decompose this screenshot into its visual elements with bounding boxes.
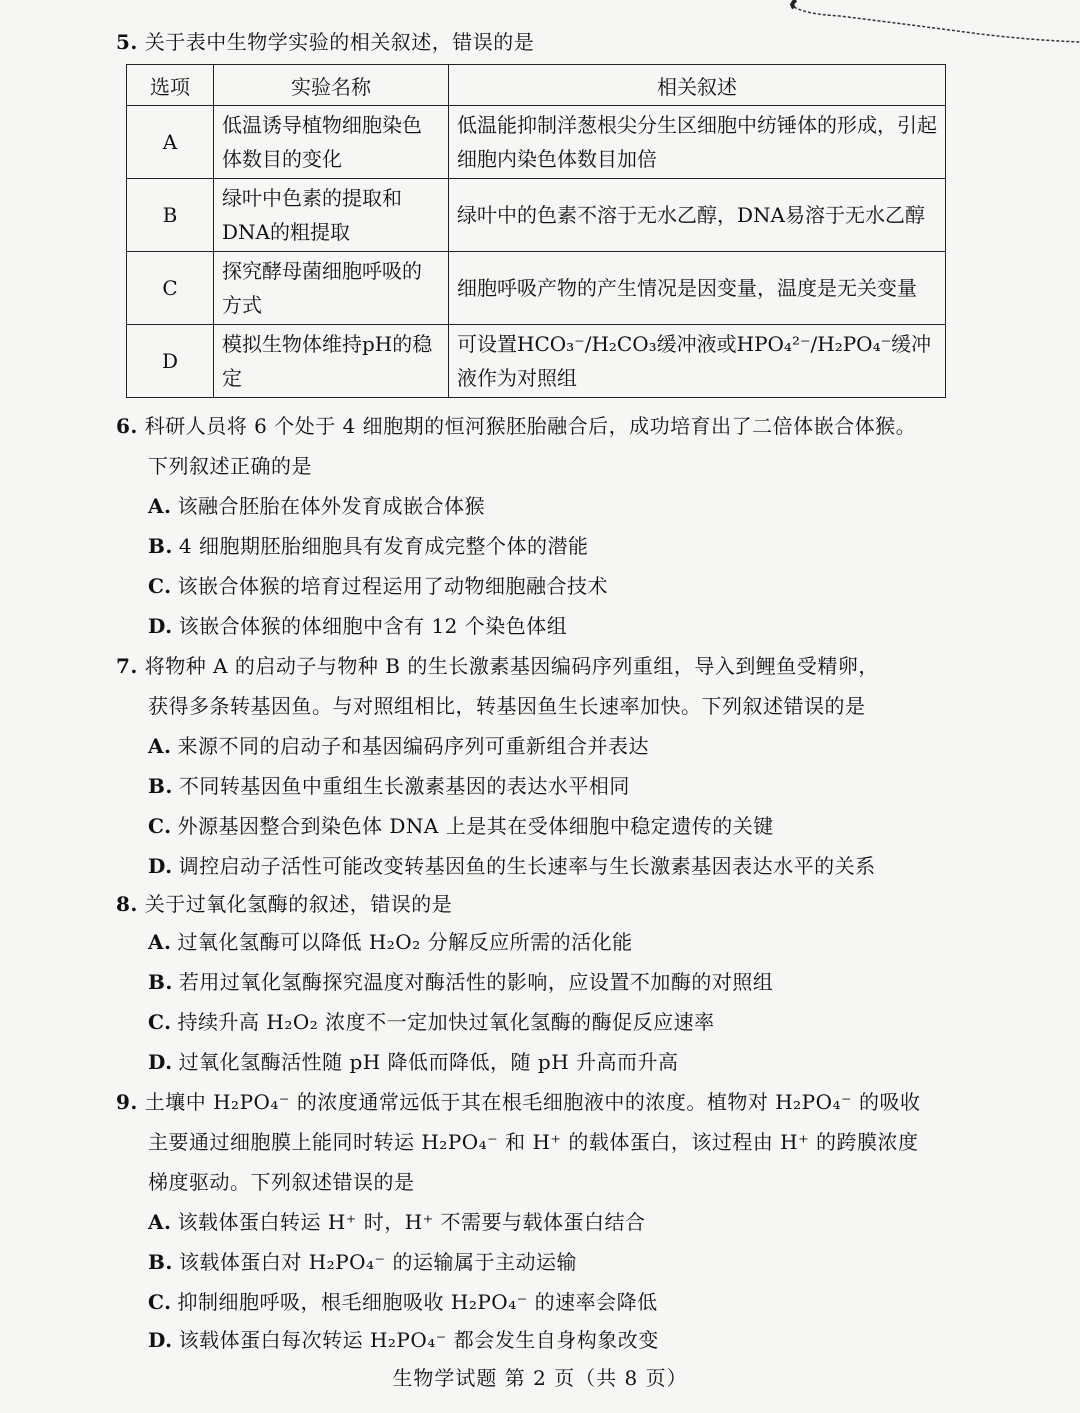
option-letter: A. <box>148 734 172 758</box>
question-7-number: 7. <box>116 654 138 678</box>
option-text: 持续升高 H₂O₂ 浓度不一定加快过氧化氢酶的酶促反应速率 <box>177 1010 715 1034</box>
option-text: 该载体蛋白转运 H⁺ 时，H⁺ 不需要与载体蛋白结合 <box>177 1210 646 1234</box>
scan-edge-curve <box>760 0 1080 60</box>
question-7-option-a <box>148 726 649 766</box>
question-9-option-b <box>148 1242 577 1282</box>
question-7-option-c <box>148 806 774 846</box>
table-header-row <box>127 65 946 106</box>
option-text: 不同转基因鱼中重组生长激素基因的表达水平相同 <box>178 774 630 798</box>
option-letter: A. <box>148 494 172 518</box>
table-cell-option: A <box>127 106 214 179</box>
table-header-option: 选项 <box>127 65 214 106</box>
option-text: 过氧化氢酶活性随 pH 降低而降低，随 pH 升高而升高 <box>178 1050 679 1074</box>
option-letter: C. <box>148 1290 172 1314</box>
table-header-experiment-name: 实验名称 <box>214 65 449 106</box>
question-6-option-a <box>148 486 485 526</box>
question-9-stem-line-3: 梯度驱动。下列叙述错误的是 <box>148 1170 415 1194</box>
table-cell-description: 低温能抑制洋葱根尖分生区细胞中纺锤体的形成，引起细胞内染色体数目加倍 <box>449 106 946 179</box>
option-text: 来源不同的启动子和基因编码序列可重新组合并表达 <box>177 734 649 758</box>
question-9-option-a <box>148 1202 646 1242</box>
option-letter: C. <box>148 1010 172 1034</box>
option-text: 若用过氧化氢酶探究温度对酶活性的影响，应设置不加酶的对照组 <box>178 970 774 994</box>
question-5-stem <box>116 22 534 62</box>
question-9-option-c <box>148 1282 658 1322</box>
experiment-table <box>126 64 946 398</box>
option-text: 该载体蛋白对 H₂PO₄⁻ 的运输属于主动运输 <box>178 1250 577 1274</box>
table-cell-description: 细胞呼吸产物的产生情况是因变量，温度是无关变量 <box>449 252 946 325</box>
table-cell-experiment-name: 低温诱导植物细胞染色体数目的变化 <box>214 106 449 179</box>
table-row <box>127 106 946 179</box>
table-cell-option: B <box>127 179 214 252</box>
option-text: 该嵌合体猴的体细胞中含有 12 个染色体组 <box>178 614 568 638</box>
option-letter: D. <box>148 854 173 878</box>
table-cell-description: 可设置HCO₃⁻/H₂CO₃缓冲液或HPO₄²⁻/H₂PO₄⁻缓冲液作为对照组 <box>449 325 946 398</box>
option-text: 该载体蛋白每次转运 H₂PO₄⁻ 都会发生自身构象改变 <box>178 1328 659 1352</box>
option-letter: A. <box>148 930 172 954</box>
table-row <box>127 179 946 252</box>
question-6-option-b <box>148 526 588 566</box>
table-cell-experiment-name: 模拟生物体维持pH的稳定 <box>214 325 449 398</box>
table-row <box>127 325 946 398</box>
table-cell-option: C <box>127 252 214 325</box>
option-text: 该融合胚胎在体外发育成嵌合体猴 <box>177 494 485 518</box>
question-9-stem-line-2: 主要通过细胞膜上能同时转运 H₂PO₄⁻ 和 H⁺ 的载体蛋白，该过程由 H⁺ 的跨膜浓度 <box>148 1130 919 1154</box>
table-cell-option: D <box>127 325 214 398</box>
option-letter: A. <box>148 1210 172 1234</box>
question-8-text: 关于过氧化氢酶的叙述，错误的是 <box>144 892 453 916</box>
question-9-stem-line-1 <box>116 1082 920 1122</box>
option-letter: B. <box>148 534 173 558</box>
option-letter: D. <box>148 1328 173 1352</box>
question-7-option-b <box>148 766 630 806</box>
question-9-number: 9. <box>116 1090 138 1114</box>
option-letter: D. <box>148 1050 173 1074</box>
table-row <box>127 252 946 325</box>
option-letter: C. <box>148 574 172 598</box>
page-footer: 生物学试题 第 2 页（共 8 页） <box>392 1366 688 1390</box>
table-cell-description: 绿叶中的色素不溶于无水乙醇，DNA易溶于无水乙醇 <box>449 179 946 252</box>
table-cell-experiment-name: 绿叶中色素的提取和DNA的粗提取 <box>214 179 449 252</box>
option-text: 该嵌合体猴的培育过程运用了动物细胞融合技术 <box>177 574 609 598</box>
question-8-stem <box>116 884 452 924</box>
question-8-option-c <box>148 1002 715 1042</box>
question-6-text-line-1: 科研人员将 6 个处于 4 细胞期的恒河猴胚胎融合后，成功培育出了二倍体嵌合体猴。 <box>144 414 917 438</box>
table-header-description: 相关叙述 <box>449 65 946 106</box>
question-7-stem-line-1 <box>116 646 879 686</box>
question-8-option-b <box>148 962 773 1002</box>
question-9-option-d <box>148 1320 659 1360</box>
question-6-stem-line-2: 下列叙述正确的是 <box>148 454 312 478</box>
question-6-number: 6. <box>116 414 138 438</box>
option-letter: D. <box>148 614 173 638</box>
question-8-option-a <box>148 922 633 962</box>
option-letter: C. <box>148 814 172 838</box>
question-7-text-line-1: 将物种 A 的启动子与物种 B 的生长激素基因编码序列重组，导入到鲤鱼受精卵， <box>144 654 879 678</box>
option-letter: B. <box>148 970 173 994</box>
question-6-option-d <box>148 606 567 646</box>
option-letter: B. <box>148 774 173 798</box>
question-7-stem-line-2: 获得多条转基因鱼。与对照组相比，转基因鱼生长速率加快。下列叙述错误的是 <box>148 694 866 718</box>
question-5-number: 5. <box>116 30 138 54</box>
option-text: 过氧化氢酶可以降低 H₂O₂ 分解反应所需的活化能 <box>177 930 633 954</box>
question-9-text-line-1: 土壤中 H₂PO₄⁻ 的浓度通常远低于其在根毛细胞液中的浓度。植物对 H₂PO₄⁻ 的吸收 <box>144 1090 921 1114</box>
option-text: 4 细胞期胚胎细胞具有发育成完整个体的潜能 <box>178 534 589 558</box>
question-8-option-d <box>148 1042 679 1082</box>
question-5-text: 关于表中生物学实验的相关叙述，错误的是 <box>144 30 535 54</box>
option-text: 外源基因整合到染色体 DNA 上是其在受体细胞中稳定遗传的关键 <box>177 814 774 838</box>
option-letter: B. <box>148 1250 173 1274</box>
question-7-option-d <box>148 846 876 886</box>
table-cell-experiment-name: 探究酵母菌细胞呼吸的方式 <box>214 252 449 325</box>
question-8-number: 8. <box>116 892 138 916</box>
option-text: 抑制细胞呼吸，根毛细胞吸收 H₂PO₄⁻ 的速率会降低 <box>177 1290 658 1314</box>
question-6-option-c <box>148 566 608 606</box>
question-6-stem-line-1 <box>116 406 916 446</box>
option-text: 调控启动子活性可能改变转基因鱼的生长速率与生长激素基因表达水平的关系 <box>178 854 876 878</box>
